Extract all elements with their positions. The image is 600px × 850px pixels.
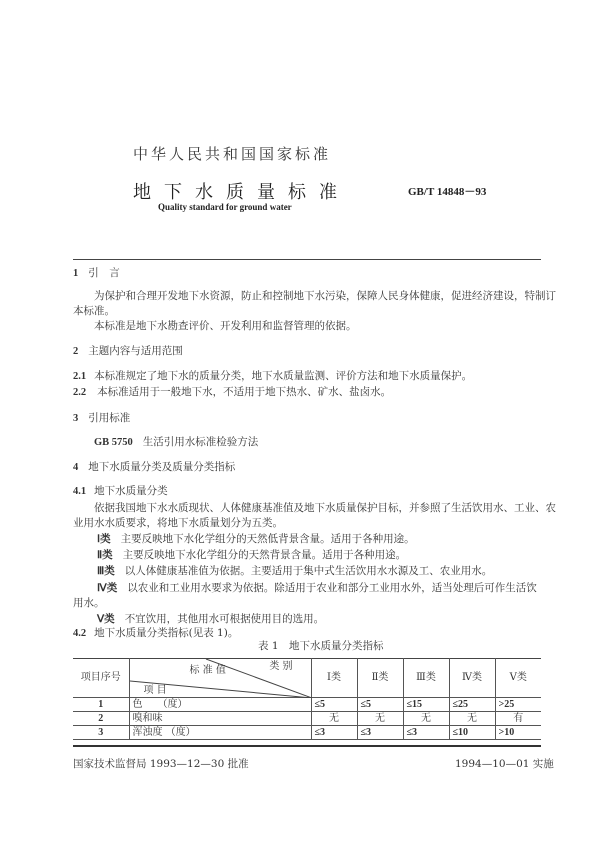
clause-number: 4.1 [73,486,87,497]
class-item-4-continuation: 用水。 [73,597,105,609]
paragraph: 依据我国地下水水质现状、人体健康基准值及地下水质量保护目标，并参照了生活饮用水、工业、农 [94,502,556,514]
section-number: 4 [73,462,79,473]
header-standard-value: 标 准 值 [189,665,226,676]
header-category: 类 别 [269,661,293,672]
row-item: 嗅和味 [129,712,311,726]
section-number: 2 [73,346,79,357]
clause-text: 本标准规定了地下水的质量分类，地下水质量监测、评价方法和地下水质量保护。 [94,370,473,382]
clause-2-2 [73,384,391,399]
paragraph: 本标准是地下水勘查评价、开发利用和监督管理的依据。 [94,320,357,332]
row-value: ≤3 [311,726,357,740]
section-number: 1 [73,268,79,279]
section-number: 3 [73,413,79,424]
row-value: ≤5 [311,698,357,712]
row-value: 有 [495,712,541,726]
clause-title: 地下水质量分类 [94,485,168,497]
row-value: 无 [311,712,357,726]
class-label: Ⅲ类 [97,566,115,577]
row-value: ≤10 [449,726,495,740]
class-label: Ⅴ类 [97,614,115,625]
class-label: Ⅳ类 [97,583,118,594]
row-item: 浑浊度 （度） [129,726,311,740]
clause-number: 2.1 [73,371,87,382]
section-2-heading [73,343,183,358]
clause-number: 2.2 [73,387,87,398]
clause-2-1 [73,368,472,383]
row-value: 无 [403,712,449,726]
row-item: 色 （度） [129,698,311,712]
row-value: ≤25 [449,698,495,712]
header-class-4: Ⅳ类 [449,659,495,698]
section-1-heading [73,265,120,280]
row-number: 1 [73,698,129,712]
class-label: Ⅱ类 [97,550,113,561]
class-description: 以农业和工业用水要求为依据。除适用于农业和部分工业用水外，适当处理后可作生活饮 [127,582,537,594]
clause-4-2 [73,625,238,640]
section-3-heading [73,410,130,425]
reference-code: GB 5750 [94,437,133,448]
reference-title: 生活引用水标准检验方法 [142,436,259,448]
clause-text: 本标准适用于一般地下水，不适用于地下热水、矿水、盐卤水。 [97,386,392,398]
clause-text: 地下水质量分类指标(见表 1)。 [94,627,239,639]
footer-divider [73,745,541,747]
table-row [73,726,541,740]
header-class-3: Ⅲ类 [403,659,449,698]
class-item-1 [97,531,415,546]
class-item-3 [97,563,492,578]
table-row [73,698,541,712]
paragraph: 本标准。 [73,305,115,317]
section-title: 引 言 [88,267,120,279]
row-number: 3 [73,726,129,740]
row-value: ≤5 [357,698,403,712]
class-item-2 [97,547,406,562]
implementation-date: 1994—10—01 实施 [455,758,554,770]
section-title: 主题内容与适用范围 [88,345,183,357]
header-item: 项 目 [143,685,167,696]
row-value: ≤3 [357,726,403,740]
header-class-5: Ⅴ类 [495,659,541,698]
row-value: 无 [357,712,403,726]
header-divider [73,259,541,260]
english-subtitle: Quality standard for ground water [158,202,292,212]
row-value: >10 [495,726,541,740]
header-class-1: Ⅰ类 [311,659,357,698]
class-description: 主要反映地下水化学组分的天然低背景含量。适用于各种用途。 [120,533,415,545]
document-title: 地下水质量标准 [133,182,350,203]
class-description: 主要反映地下水化学组分的天然背景含量。适用于各种用途。 [122,549,407,561]
clause-4-1-heading [73,483,168,498]
class-description: 不宜饮用，其他用水可根据使用目的选用。 [124,613,325,625]
class-item-4 [97,580,537,595]
table-caption: 表 1 地下水质量分类指标 [258,640,384,652]
header-class-2: Ⅱ类 [357,659,403,698]
nation-standard-heading: 中华人民共和国国家标准 [133,145,332,163]
row-value: ≤15 [403,698,449,712]
quality-classification-table [73,658,541,740]
table-row [73,712,541,726]
class-label: Ⅰ类 [97,534,111,545]
header-item-number: 项目序号 [73,659,129,698]
section-4-heading [73,459,235,474]
referenced-standard [94,434,258,449]
section-title: 引用标准 [88,412,131,424]
approval-info: 国家技术监督局 1993—12—30 批准 [73,758,249,770]
row-value: 无 [449,712,495,726]
paragraph: 为保护和合理开发地下水资源，防止和控制地下水污染，保障人民身体健康，促进经济建设，特制订 [94,290,556,302]
row-value: >25 [495,698,541,712]
row-number: 2 [73,712,129,726]
row-value: ≤3 [403,726,449,740]
clause-number: 4.2 [73,628,87,639]
class-item-5 [97,611,324,626]
standard-code: GB/T 14848－93 [408,186,487,198]
class-description: 以人体健康基准值为依据。主要适用于集中式生活饮用水水源及工、农业用水。 [124,565,493,577]
header-diagonal-cell [129,659,311,698]
paragraph: 业用水水质要求，将地下水质量划分为五类。 [73,517,283,529]
table-header-row [73,659,541,698]
section-title: 地下水质量分类及质量分类指标 [88,461,236,473]
